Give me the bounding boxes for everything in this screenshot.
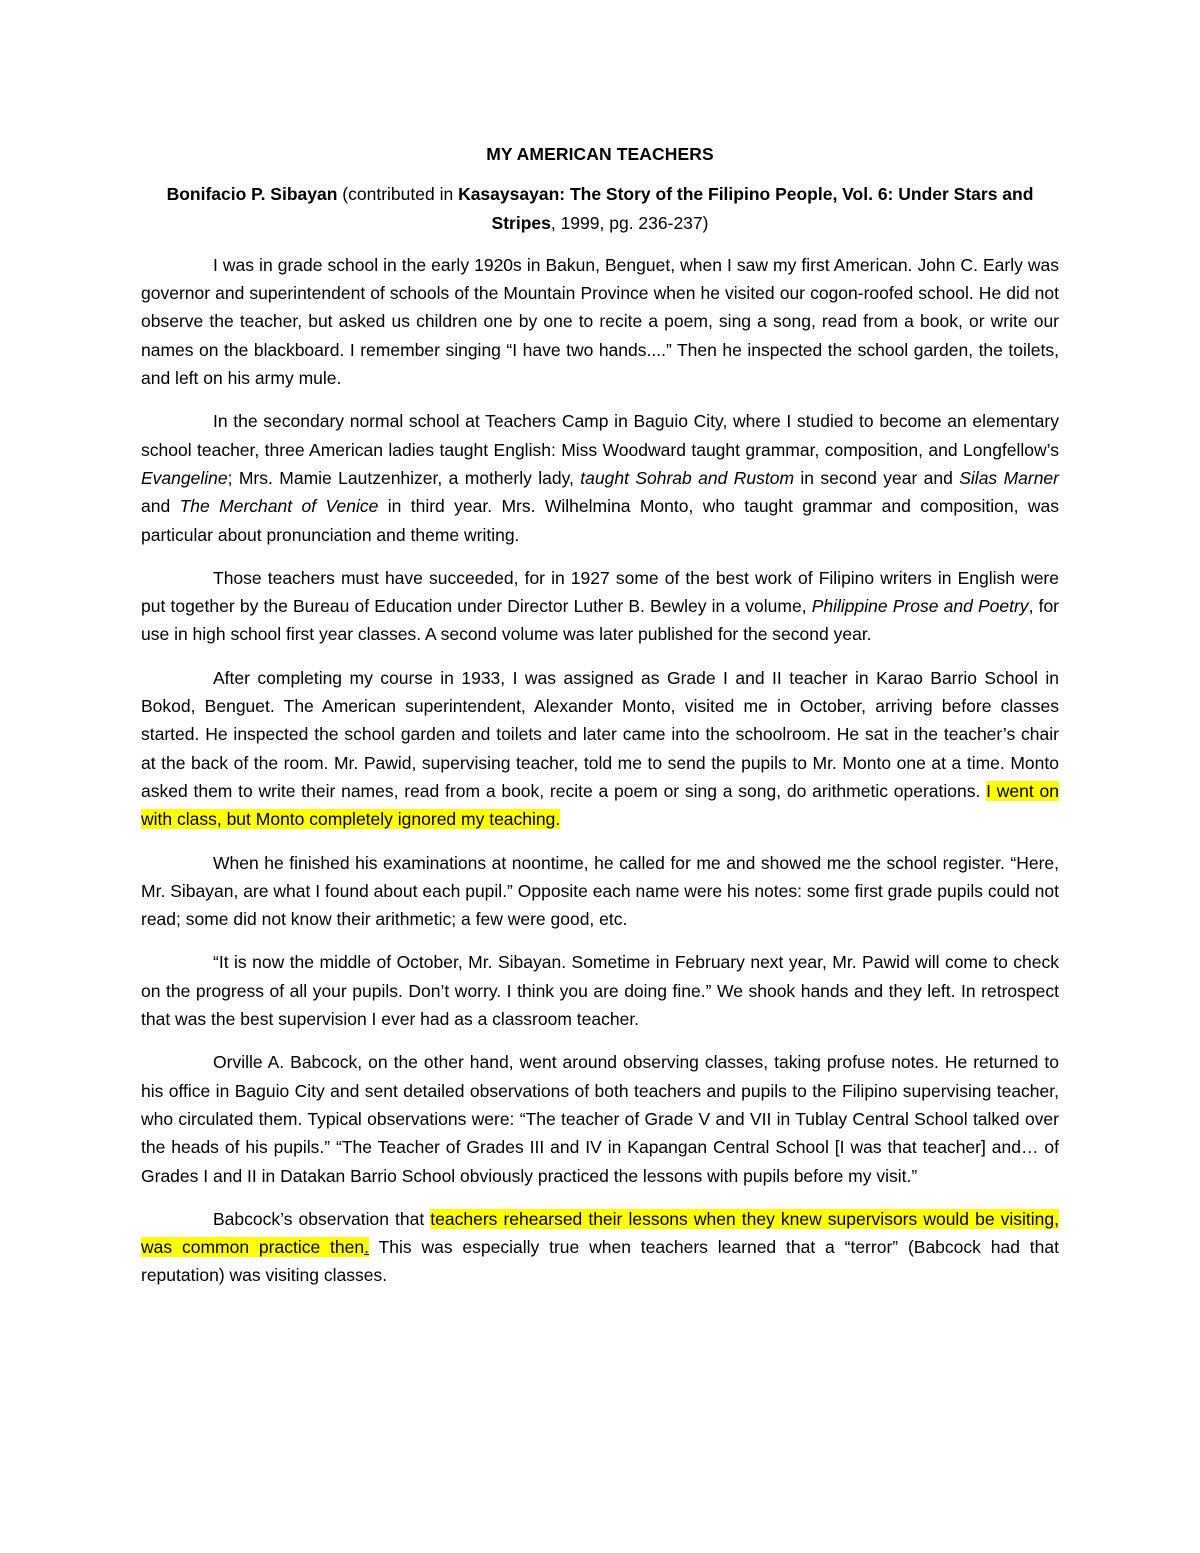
paragraph-2-text-a: In the secondary normal school at Teachers Camp in Baguio City, where I studied to become an elementary school teacher, three American ladies taught English: Miss Woodward taught grammar, composition, and Longfellow’s (141, 411, 1059, 460)
citation-source-details: , 1999, pg. 236-237) (550, 212, 709, 233)
citation-contributed: contributed in (348, 184, 454, 205)
citation (141, 180, 1059, 237)
title-silas-marner: Silas Marner (959, 467, 1059, 488)
title-merchant-of-venice: The Merchant of Venice (179, 496, 379, 517)
underlined-period: . (364, 1237, 369, 1258)
highlighted-text: I went on with class, but Monto completely ignored my teaching. (141, 780, 1059, 830)
document-body (141, 140, 1059, 1305)
paragraph-8 (141, 1205, 1059, 1290)
paragraph-7: Orville A. Babcock, on the other hand, went around observing classes, taking profuse notes. He returned to his office in Baguio City and sent detailed observations of both teachers and pupils to the Filipino supervising teacher, who circulated them. Typical observations were: “The teacher of Grade V and VII in Tublay Central School talked over the heads of his pupils.” “The Teacher of Grades III and IV in Kapangan Central School [I was that teacher] and… of Grades I and II in Datakan Barrio School obviously practiced the lessons with pupils before my visit.” (141, 1052, 1059, 1186)
paragraph-3-text-b: , for use in high school first year classes. A second volume was later published for the second year. (141, 596, 1059, 645)
document-title: MY AMERICAN TEACHERS (486, 144, 714, 164)
paragraph-5: When he finished his examinations at noontime, he called for me and showed me the school register. “Here, Mr. Sibayan, are what I found about each pupil.” Opposite each name were his notes: some first grade pupils could not read; some did not know their arithmetic; a few were good, etc. (141, 852, 1059, 930)
citation-open-paren: ( (337, 184, 349, 205)
paragraph-2-text-b: ; Mrs. Mamie Lautzenhizer, a motherly lady, (227, 467, 581, 488)
paragraph-4 (141, 664, 1059, 834)
paragraph-3-text-a: Those teachers must have succeeded, for in 1927 some of the best work of Filipino writers in English were put together by the Bureau of Education under Director Luther B. Bewley in a volume, (141, 567, 1059, 617)
paragraph-2 (141, 407, 1059, 548)
highlighted-text: teachers rehearsed their lessons when they knew supervisors would be visiting, was common practice then (141, 1208, 1059, 1258)
paragraph-6: “It is now the middle of October, Mr. Sibayan. Sometime in February next year, Mr. Pawid will come to check on the progress of all your pupils. Don’t worry. I think you are doing fine.” We shook hands and they left. In retrospect that was the best supervision I ever had as a classroom teacher. (141, 952, 1059, 1030)
title-philippine-prose-and-poetry: Philippine Prose and Poetry (811, 596, 1029, 617)
paragraph-2-text-e: in third year. Mrs. Wilhelmina Monto, who taught grammar and composition, was particular about pronunciation and theme writing. (141, 496, 1060, 545)
paragraph-8-text-a: Babcock’s observation that (213, 1208, 431, 1229)
paragraph-2-text-c: in second year and (794, 467, 960, 488)
paragraph-2-text-d: and (141, 496, 180, 517)
paragraph-8-text-b: This was especially true when teachers learned that a “terror” (Babcock had that reputation) was visiting classes. (141, 1237, 1059, 1286)
paragraph-4-text-a: After completing my course in 1933, I was assigned as Grade I and II teacher in Karao Barrio School in Bokod, Benguet. The American superintendent, Alexander Monto, visited me in October, arriving before classes started. He inspected the school garden and toilets and later came into the schoolroom. He sat in the teacher’s chair at the back of the room. Mr. Pawid, supervising teacher, told me to send the pupils to Mr. Monto one at a time. Monto asked them to write their names, read from a book, recite a poem or sing a song, do arithmetic operations. (141, 667, 1059, 801)
paragraph-1: I was in grade school in the early 1920s in Bakun, Benguet, when I saw my first American. John C. Early was governor and superintendent of schools of the Mountain Province when he visited our cogon-roofed school. He did not observe the teacher, but asked us children one by one to recite a poem, sing a song, read from a book, or write our names on the blackboard. I remember singing “I have two hands....” Then he inspected the school garden, the toilets, and left on his army mule. (141, 254, 1059, 389)
citation-author: Bonifacio P. Sibayan (166, 184, 338, 205)
title-evangeline: Evangeline (141, 467, 228, 488)
citation-source-title: Kasaysayan: The Story of the Filipino People, Vol. 6: Under Stars and Stripes (453, 184, 1034, 233)
title-sohrab-and-rustom: taught Sohrab and Rustom (580, 467, 795, 488)
paragraph-3 (141, 564, 1059, 649)
